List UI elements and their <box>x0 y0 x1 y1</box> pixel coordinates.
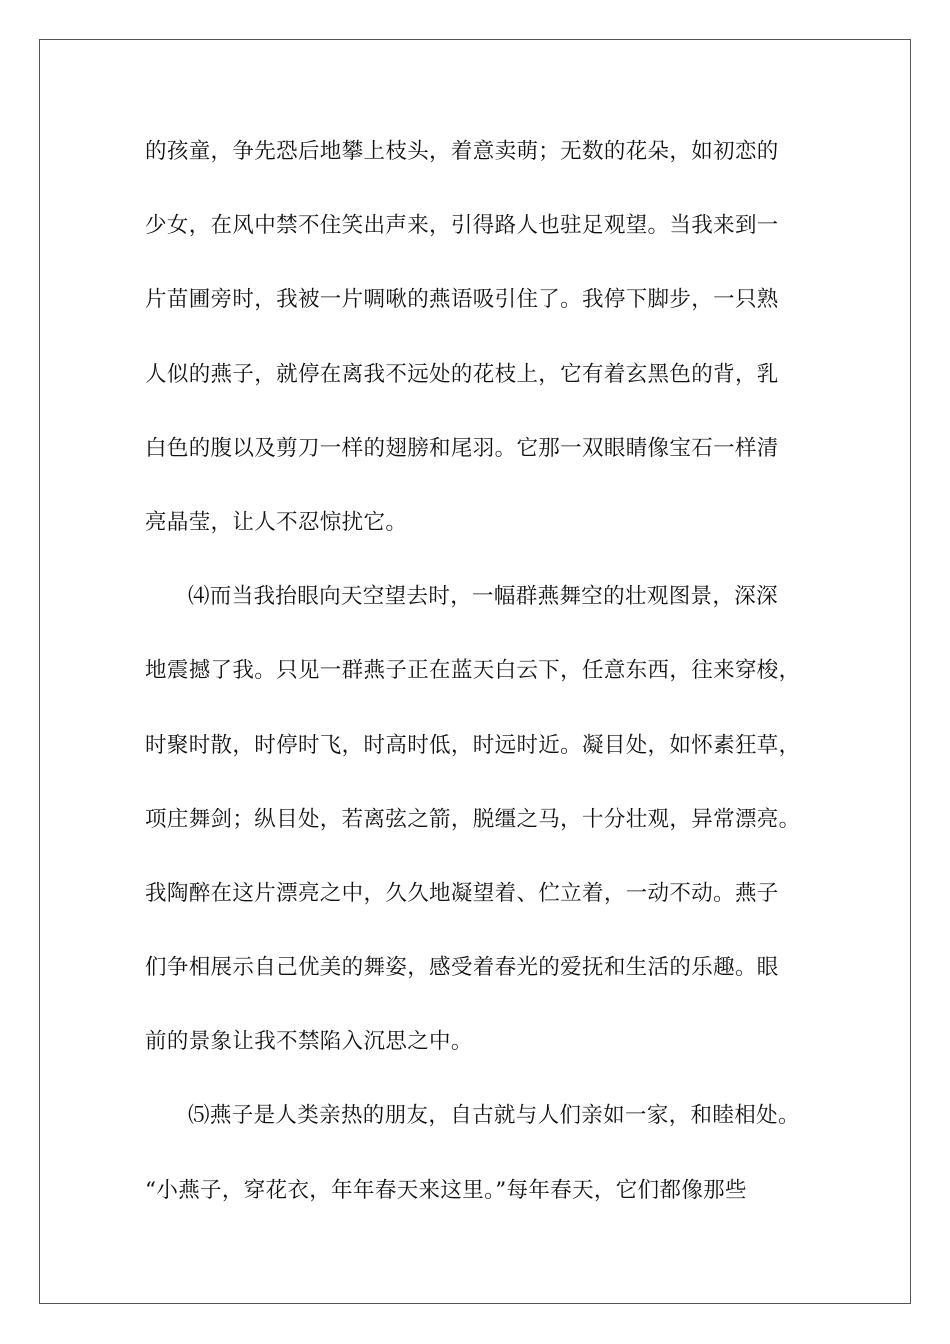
text-line-6: 亮晶莹，让人不忍惊扰它。 <box>145 509 408 535</box>
paragraph-5-start: ⑸燕子是人类亲热的朋友，自古就与人们亲如一家，和睦相处。 <box>188 1103 800 1129</box>
text-line-9: 时聚时散，时停时飞，时高时低，时远时近。凝目处，如怀素狂草， <box>145 732 801 758</box>
text-line-3: 片苗圃旁时，我被一片啁啾的燕语吸引住了。我停下脚步，一只熟 <box>145 287 779 313</box>
text-line-1: 的孩童，争先恐后地攀上枝头，着意卖萌；无数的花朵，如初恋的 <box>145 139 779 164</box>
text-line-5: 白色的腹以及剪刀一样的翅膀和尾羽。它那一双眼睛像宝石一样清 <box>145 435 779 461</box>
text-line-8: 地震撼了我。只见一群燕子正在蓝天白云下，任意东西，往来穿梭， <box>145 658 801 684</box>
text-line-10: 项庄舞剑；纵目处，若离弦之箭，脱缰之马，十分壮观，异常漂亮。 <box>145 806 801 832</box>
text-line-13: 前的景象让我不禁陷入沉思之中。 <box>145 1029 473 1055</box>
text-line-4: 人似的燕子，就停在离我不远处的花枝上，它有着玄黑色的背，乳 <box>145 361 779 387</box>
document-body <box>145 126 810 1239</box>
text-line-2: 少女，在风中禁不住笑出声来，引得路人也驻足观望。当我来到一 <box>145 213 779 239</box>
text-line-15: “小燕子，穿花衣，年年春天来这里。”每年春天，它们都像那些 <box>145 1177 747 1203</box>
paragraph-4-start: ⑷而当我抬眼向天空望去时，一幅群燕舞空的壮观图景，深深 <box>188 584 778 610</box>
text-line-12: 们争相展示自己优美的舞姿，感受着春光的爱抚和生活的乐趣。眼 <box>145 955 779 981</box>
text-line-11: 我陶醉在这片漂亮之中，久久地凝望着、伫立着，一动不动。燕子 <box>145 880 779 906</box>
